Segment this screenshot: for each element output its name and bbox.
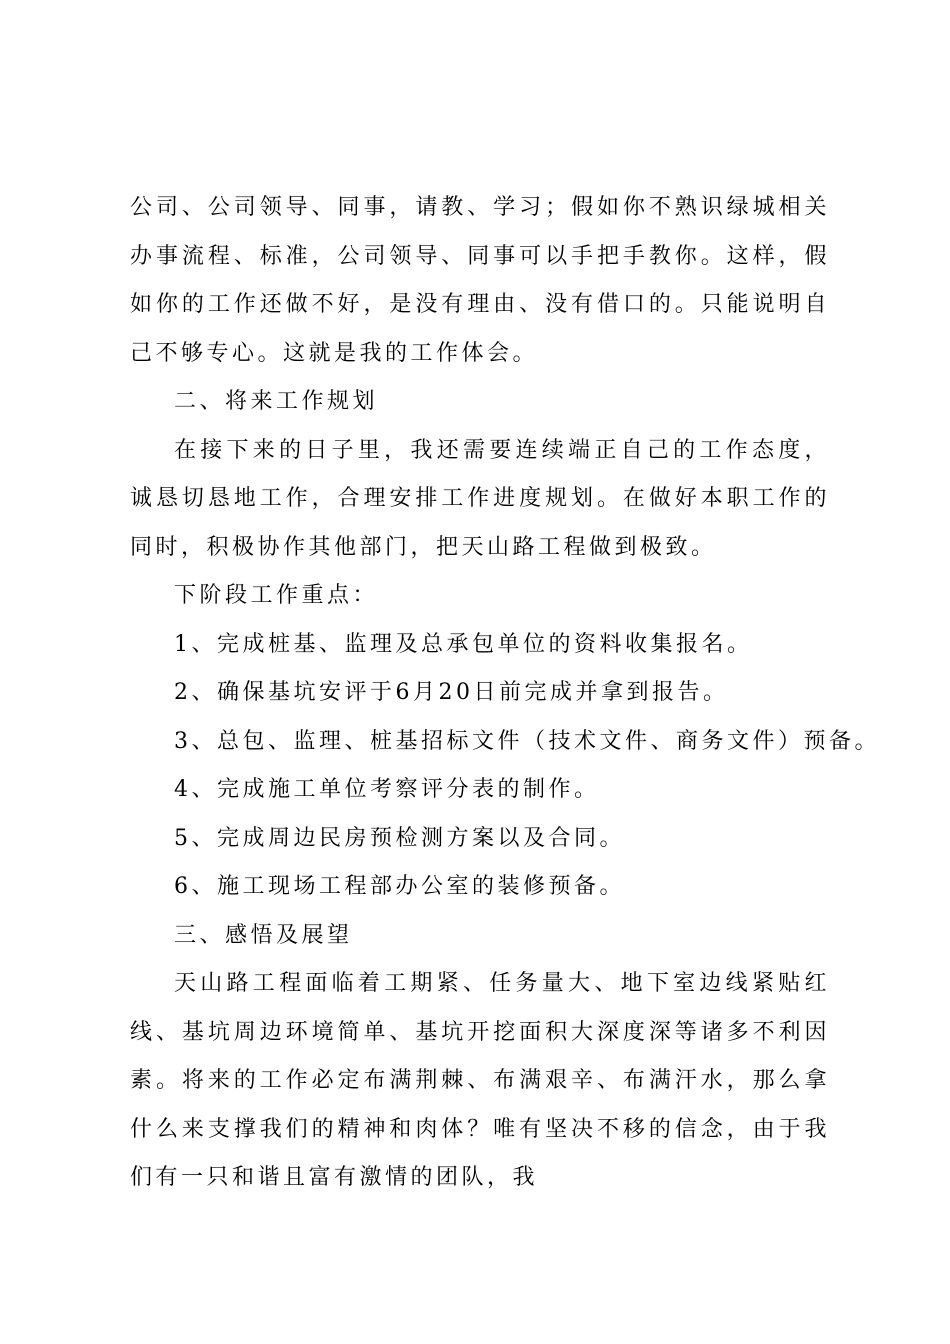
focus-item: 3、总包、监理、桩基招标文件（技术文件、商务文件）预备。 <box>174 728 880 754</box>
reflection-paragraph: 天山路工程面临着工期紧、任务量大、地下室边线紧贴红线、基坑周边环境简单、基坑开挖面积大深度深等诸多不利因素。将来的工作必定布满荆棘、布满艰辛、布满汗水，那么拿什么来支撑我们的精神和肉体？唯有坚决不移的信念，由于我们有一只和谐且富有激情的团队，我 <box>130 971 830 1190</box>
section-heading-future-plan: 二、将来工作规划 <box>174 389 379 414</box>
future-plan-paragraph: 在接下来的日子里，我还需要连续端正自己的工作态度，诚恳切恳地工作，合理安排工作进度规划。在做好本职工作的同时，积极协作其他部门，把天山路工程做到极致。 <box>130 437 830 560</box>
focus-heading: 下阶段工作重点： <box>174 583 379 608</box>
focus-item: 2、确保基坑安评于6月20日前完成并拿到报告。 <box>174 680 729 705</box>
intro-paragraph: 公司、公司领导、同事，请教、学习；假如你不熟识绿城相关办事流程、标准，公司领导、同事可以手把手教你。这样，假如你的工作还做不好，是没有理由、没有借口的。只能说明自己不够专心。这就是我的工作体会。 <box>130 195 830 366</box>
focus-item: 1、完成桩基、监理及总承包单位的资料收集报名。 <box>174 631 753 657</box>
focus-item: 4、完成施工单位考察评分表的制作。 <box>174 777 600 802</box>
document-body <box>130 184 880 1203</box>
focus-item: 5、完成周边民房预检测方案以及合同。 <box>174 825 625 851</box>
focus-item: 6、施工现场工程部办公室的装修预备。 <box>174 874 625 899</box>
section-heading-reflection: 三、感悟及展望 <box>174 922 353 948</box>
